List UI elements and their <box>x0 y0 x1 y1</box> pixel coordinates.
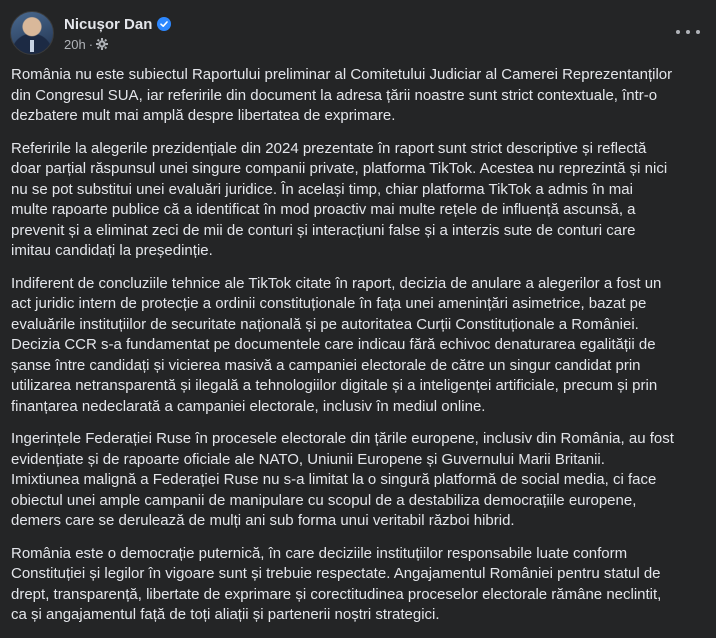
post-paragraph-4: Ingerințele Federației Ruse în procesele electorale din țările europene, inclusiv din România, au fost evidențiate și de rapoarte oficiale ale NATO, Uniunii Europene și Guvernului Marii Britanii. Imixtiunea malignă a Federației Ruse nu s-a limitat la o singură platformă de social media, ci face obiectul unei ample campanii de manipulare cu scopul de a destabiliza democrațiile europene, demers care se derulează de mulți ani sub forma unui veritabil război hibrid. <box>11 430 674 529</box>
author-row <box>64 13 171 35</box>
post-paragraph-5: România este o democrație puternică, în care deciziile instituțiilor responsabile luate conform Constituției și legilor în vigoare sunt și trebuie respectate. Angajamentul României pentru statul de drept, transparență, libertate de exprimare și corectitudinea proceselor electorale rămâne neclintit, ca și angajamentul față de toți aliații și partenerii noștri strategici. <box>11 544 662 623</box>
more-options-icon <box>696 30 700 34</box>
separator-dot: · <box>88 36 94 52</box>
gear-icon[interactable] <box>96 38 108 50</box>
post-timestamp[interactable]: 20h <box>64 36 86 52</box>
avatar[interactable] <box>10 11 54 55</box>
post-paragraph-3: Indiferent de concluziile tehnice ale TikTok citate în raport, decizia de anulare a alegerilor a fost un act juridic intern de protecție a ordinii constituționale în fața unei amenințări asimetrice, bazat pe evaluările instituțiilor de securitate națională și pe autoritatea Curții Constituționale a României. Decizia CCR s-a fundamentat pe documentele care indicau fără echivoc denaturarea egalității de șanse între candidați și vicierea masivă a campaniei electorale de către un singur candidat prin utilizarea netransparentă și ilegală a tehnologiilor digitale și a inteligenței artificiale, precum și prin finanțarea nedeclarată a campaniei electorale, inclusiv în mediul online. <box>11 274 662 415</box>
post-header <box>10 10 171 56</box>
post-paragraph-1: România nu este subiectul Raportului preliminar al Comitetului Judiciar al Camerei Reprezentanților din Congresul SUA, iar referirile din document la adresa țării noastre sunt strict contextuale, într-o dezbatere mult mai amplă despre libertatea de exprimare. <box>11 66 673 124</box>
post-subline <box>64 35 171 53</box>
avatar-detail <box>30 40 34 52</box>
post-paragraph-2: Referirile la alegerile prezidențiale din 2024 prezentate în raport sunt strict descriptive și reflectă doar parțial răspunsul unei singure companii private, platforma TikTok. Acestea nu reprezintă și nici nu se pot substitui unei evaluări juridice. În același timp, chiar platforma TikTok a admis în mai multe rapoarte publice că a identificat în mod proactiv mai multe rețele de influență ascunsă, a prevenit și a eliminat zeci de mii de conturi și interacțiuni false și a interzis sute de conturi care imitau candidați la președinție. <box>11 139 668 259</box>
more-options-icon <box>676 30 680 34</box>
author-name[interactable]: Nicușor Dan <box>64 15 153 33</box>
more-options-icon <box>686 30 690 34</box>
post-body <box>11 65 707 638</box>
verified-badge-icon <box>157 17 171 31</box>
more-options-button[interactable] <box>676 22 700 42</box>
post-meta <box>64 13 171 53</box>
